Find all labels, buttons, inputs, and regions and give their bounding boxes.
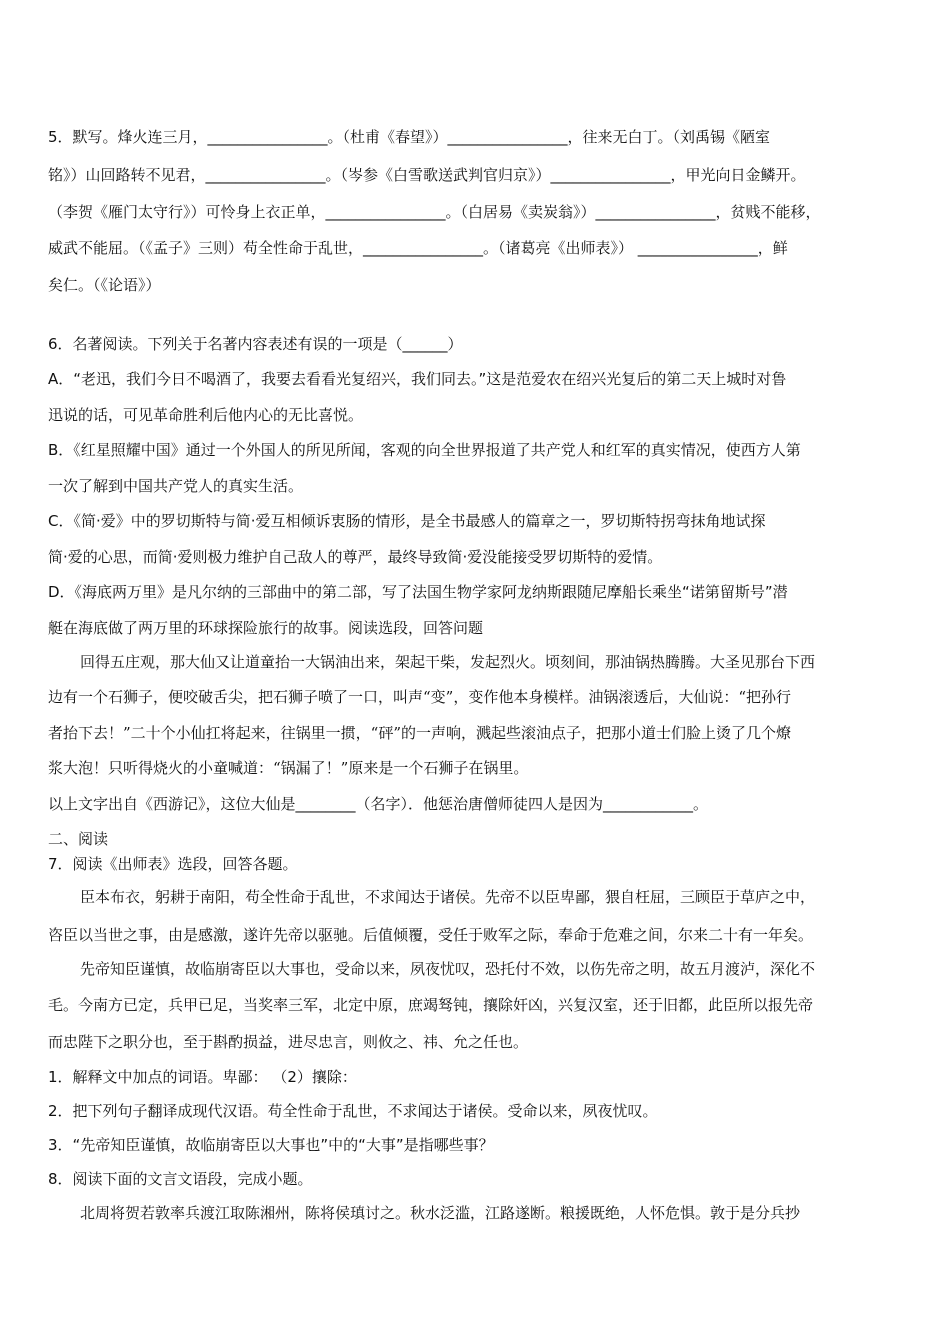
q6-passage-4: 浆大泡！只听得烧火的小童喊道：“锅漏了！”原来是一个石狮子在锅里。 [48, 759, 529, 777]
q6-option-b-2: 一次了解到中国共产党人的真实生活。 [48, 477, 304, 495]
q5-line-5: 矣仁。（《论语》） [48, 276, 161, 294]
q5-line-3: （李贺《雁门太守行》）可怜身上衣正单，________________。（白居易《卖炭翁》）________________，贫贱不能移， [48, 203, 821, 221]
q7-passage-1: 臣本布衣，躬耕于南阳，苟全性命于乱世，不求闻达于诸侯。先帝不以臣卑鄙，猥自枉屈，三顾臣于草庐之中， [80, 888, 816, 906]
q7-passage-4: 毛。今南方已定，兵甲已足，当奖率三军，北定中原，庶竭驽钝，攘除奸凶，兴复汉室，还于旧都，此臣所以报先帝 [48, 996, 814, 1014]
q6-question: 以上文字出自《西游记》，这位大仙是________（名字）．他惩治唐僧师徒四人是因为____________。 [48, 795, 709, 813]
q6-option-a-1: A．“老迅，我们今日不喝酒了，我要去看看光复绍兴，我们同去。”这是范爱农在绍兴光复后的第二天上城时对鲁 [48, 370, 787, 388]
q5-line-2: 铭》）山回路转不见君，________________。（岑参《白雪歌送武判官归京》）________________，甲光向日金鳞开。 [48, 166, 806, 184]
q8-passage-1: 北周将贺若敦率兵渡江取陈湘州，陈将侯瑱讨之。秋水泛滥，江路遂断。粮援既绝，人怀危惧。敦于是分兵抄 [80, 1204, 801, 1222]
q7-passage-2: 咨臣以当世之事，由是感激，遂许先帝以驱驰。后值倾覆，受任于败军之际，奉命于危难之间，尔来二十有一年矣。 [48, 926, 814, 944]
q7-stem: 7．阅读《出师表》选段，回答各题。 [48, 855, 298, 873]
q7-sub-2: 2．把下列句子翻译成现代汉语。苟全性命于乱世，不求闻达于诸侯。受命以来，夙夜忧叹。 [48, 1102, 658, 1120]
q6-passage-3: 者抬下去！”二十个小仙扛将起来，往锅里一掼，“砰”的一声响，溅起些滚油点子，把那小道士们脸上烫了几个燎 [48, 724, 792, 742]
q6-option-c-1: C．《简·爱》中的罗切斯特与简·爱互相倾诉衷肠的情形，是全书最感人的篇章之一，罗切斯特拐弯抹角地试探 [48, 512, 766, 530]
q6-passage-1: 回得五庄观，那大仙又让道童抬一大锅油出来，架起干柴，发起烈火。顷刻间，那油锅热腾腾。大圣见那台下西 [80, 653, 816, 671]
q7-sub-1: 1．解释文中加点的词语。卑鄙： （2）攘除： [48, 1068, 357, 1086]
q7-sub-3: 3．“先帝知臣谨慎，故临崩寄臣以大事也”中的“大事”是指哪些事？ [48, 1136, 494, 1154]
q6-passage-2: 边有一个石狮子，便咬破舌尖，把石狮子喷了一口，叫声“变”，变作他本身模样。油锅滚透后，大仙说：“把孙行 [48, 688, 792, 706]
q6-option-b-1: B．《红星照耀中国》通过一个外国人的所见所闻，客观的向全世界报道了共产党人和红军的真实情况，使西方人第 [48, 441, 801, 459]
q5-line-4: 威武不能屈。（《孟子》三则）苟全性命于乱世，________________。（诸葛亮《出师表》） ________________，鲜 [48, 239, 788, 257]
q6-option-d-1: D．《海底两万里》是凡尔纳的三部曲中的第二部，写了法国生物学家阿龙纳斯跟随尼摩船长乘坐“诺第留斯号”潜 [48, 583, 788, 601]
q7-passage-5: 而忠陛下之职分也，至于斟酌损益，进尽忠言，则攸之、祎、允之任也。 [48, 1033, 529, 1051]
q8-stem: 8．阅读下面的文言文语段，完成小题。 [48, 1170, 313, 1188]
q6-option-d-2: 艇在海底做了两万里的环球探险旅行的故事。阅读选段，回答问题 [48, 619, 484, 637]
q6-option-a-2: 迅说的话，可见革命胜利后他内心的无比喜悦。 [48, 406, 364, 424]
q5-line-1: 5．默写。烽火连三月，________________。（杜甫《春望》）________________，往来无白丁。（刘禹锡《陋室 [48, 128, 771, 146]
q6-stem: 6．名著阅读。下列关于名著内容表述有误的一项是（______） [48, 335, 463, 353]
q6-option-c-2: 简·爱的心思，而简·爱则极力维护自己敌人的尊严，最终导致简·爱没能接受罗切斯特的爱情。 [48, 548, 663, 566]
q7-passage-3: 先帝知臣谨慎，故临崩寄臣以大事也，受命以来，夙夜忧叹，恐托付不效，以伤先帝之明，故五月渡泸，深化不 [80, 960, 816, 978]
section-title: 二、阅读 [48, 830, 109, 848]
